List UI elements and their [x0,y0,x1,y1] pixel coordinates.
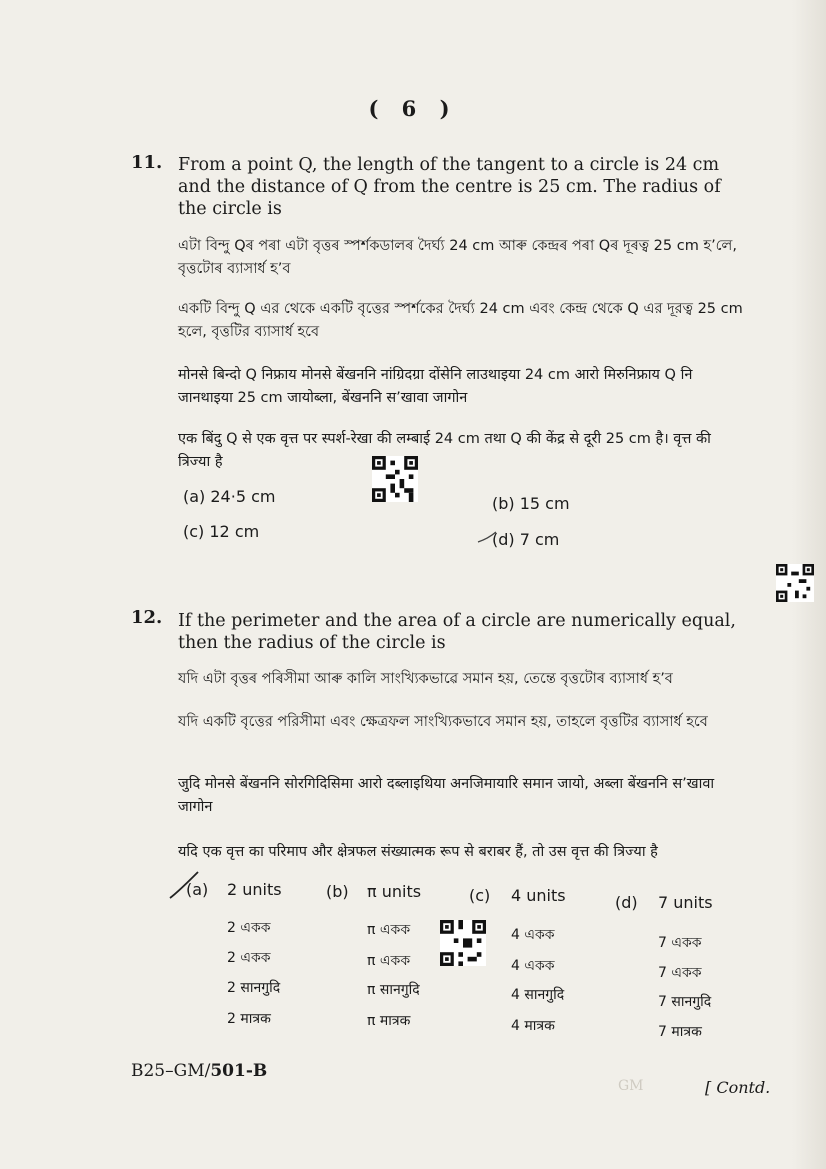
q12-option-b-english: π units [367,882,422,901]
q12-option-c-bodo: 4 सानगुदि [511,987,565,1003]
question-12-hindi: यदि एक वृत्त का परिमाप और क्षेत्रफल संख्यात्मक रूप से बराबर हैं, तो उस वृत्त की त्रिज्या है [178,844,658,860]
q11-option-b: (b) 15 cm [492,494,570,513]
q12-option-a-assamese: 2 একক [227,920,271,936]
q12-option-c-hindi: 4 मात्रक [511,1018,555,1034]
q12-option-b-bodo: π सानगुदि [367,982,420,998]
q12-option-b-bengali: π একক [367,953,411,969]
q11-option-c: (c) 12 cm [183,522,260,541]
paper-code [131,1061,267,1081]
question-12-number: 12. [131,607,163,628]
question-11-english: From a point Q, the length of the tangent to a circle is 24 cm and the distance of Q from the centre is 25 cm. The radius of the circle is [178,155,721,219]
q12-option-a-bodo: 2 सानगुदि [227,980,281,996]
question-11-assamese: এটা বিন্দু Qৰ পৰা এটা বৃত্তৰ স্পৰ্শকডালৰ দৈৰ্ঘ্য 24 cm আৰু কেন্দ্ৰৰ পৰা Qৰ দূৰত্ব 25 cm হ’লে, বৃত্তটোৰ ব্যাসাৰ্ধ হ’ব [178,238,737,277]
q12-option-d-bodo: 7 सानगुदि [658,994,712,1010]
question-12-bodo: जुदि मोनसे बेंखननि सोरगिदिसिमा आरो दब्लाइथिया अनजिमायारि समान जायो, अब्ला बेंखननि स’खावा जागोन [178,776,715,815]
faded-bleed-text: GM [618,1078,644,1094]
qr-code-icon [440,920,486,966]
q12-option-c-bengali: 4 একক [511,958,555,974]
question-12-english: If the perimeter and the area of a circle are numerically equal, then the radius of the circle is [178,611,736,653]
pen-tick-mark-icon [476,528,506,554]
question-11-hindi: एक बिंदु Q से एक वृत्त पर स्पर्श-रेखा की लम्बाई 24 cm तथा Q की केंद्र से दूरी 25 cm है। वृत्त की त्रिज्या है [178,431,711,470]
side-qr-code-icon [776,564,814,602]
q12-option-a-english: 2 units [227,880,282,899]
paper-code-prefix: B25–GM/ [131,1061,211,1081]
q12-option-c-label: (c) [469,886,491,905]
q12-option-a-hindi: 2 मात्रक [227,1011,271,1027]
page-number: ( 6 ) [368,96,458,121]
question-12-bengali: যদি একটি বৃত্তের পরিসীমা এবং ক্ষেত্রফল সাংখ্যিকভাবে সমান হয়, তাহলে বৃত্তটির ব্যাসার্ধ হবে [178,714,708,730]
q11-option-a: (a) 24·5 cm [183,487,276,506]
q12-option-b-label: (b) [326,882,349,901]
q12-option-a-bengali: 2 একক [227,950,271,966]
question-11-bodo: मोनसे बिन्दो Q निफ्राय मोनसे बेंखननि नांग्रिदग्रा दोंसेनि लाउथाइया 24 cm आरो मिरुनिफ्राय Q नि जानथाइया 25 cm जायोब्ला, बेंखननि स’खावा जागोन [178,367,693,406]
q12-option-d-hindi: 7 मात्रक [658,1024,702,1040]
question-11-number: 11. [131,152,163,173]
q12-option-a-label: (a) [186,880,209,899]
q12-option-c-assamese: 4 একক [511,927,555,943]
question-12-assamese: যদি এটা বৃত্তৰ পৰিসীমা আৰু কালি সাংখ্যিকভাৱে সমান হয়, তেন্তে বৃত্তটোৰ ব্যাসাৰ্ধ হ’ব [178,671,673,687]
question-11-bengali: একটি বিন্দু Q এর থেকে একটি বৃত্তের স্পর্শকের দৈর্ঘ্য 24 cm এবং কেন্দ্র থেকে Q এর দূরত্ব 25 cm হলে, বৃত্তটির ব্যাসার্ধ হবে [178,301,743,340]
q12-option-b-assamese: π একক [367,922,411,938]
q12-option-d-english: 7 units [658,893,713,912]
q11-option-d: (d) 7 cm [492,530,560,549]
q12-option-d-assamese: 7 একক [658,935,702,951]
continued-note: [ Contd. [705,1078,771,1097]
q12-option-b-hindi: π मात्रक [367,1013,411,1029]
q12-option-d-bengali: 7 একক [658,965,702,981]
q12-option-d-label: (d) [615,893,638,912]
paper-code-bold: 501-B [210,1061,268,1081]
q12-option-c-english: 4 units [511,886,566,905]
qr-code-icon [372,456,418,502]
